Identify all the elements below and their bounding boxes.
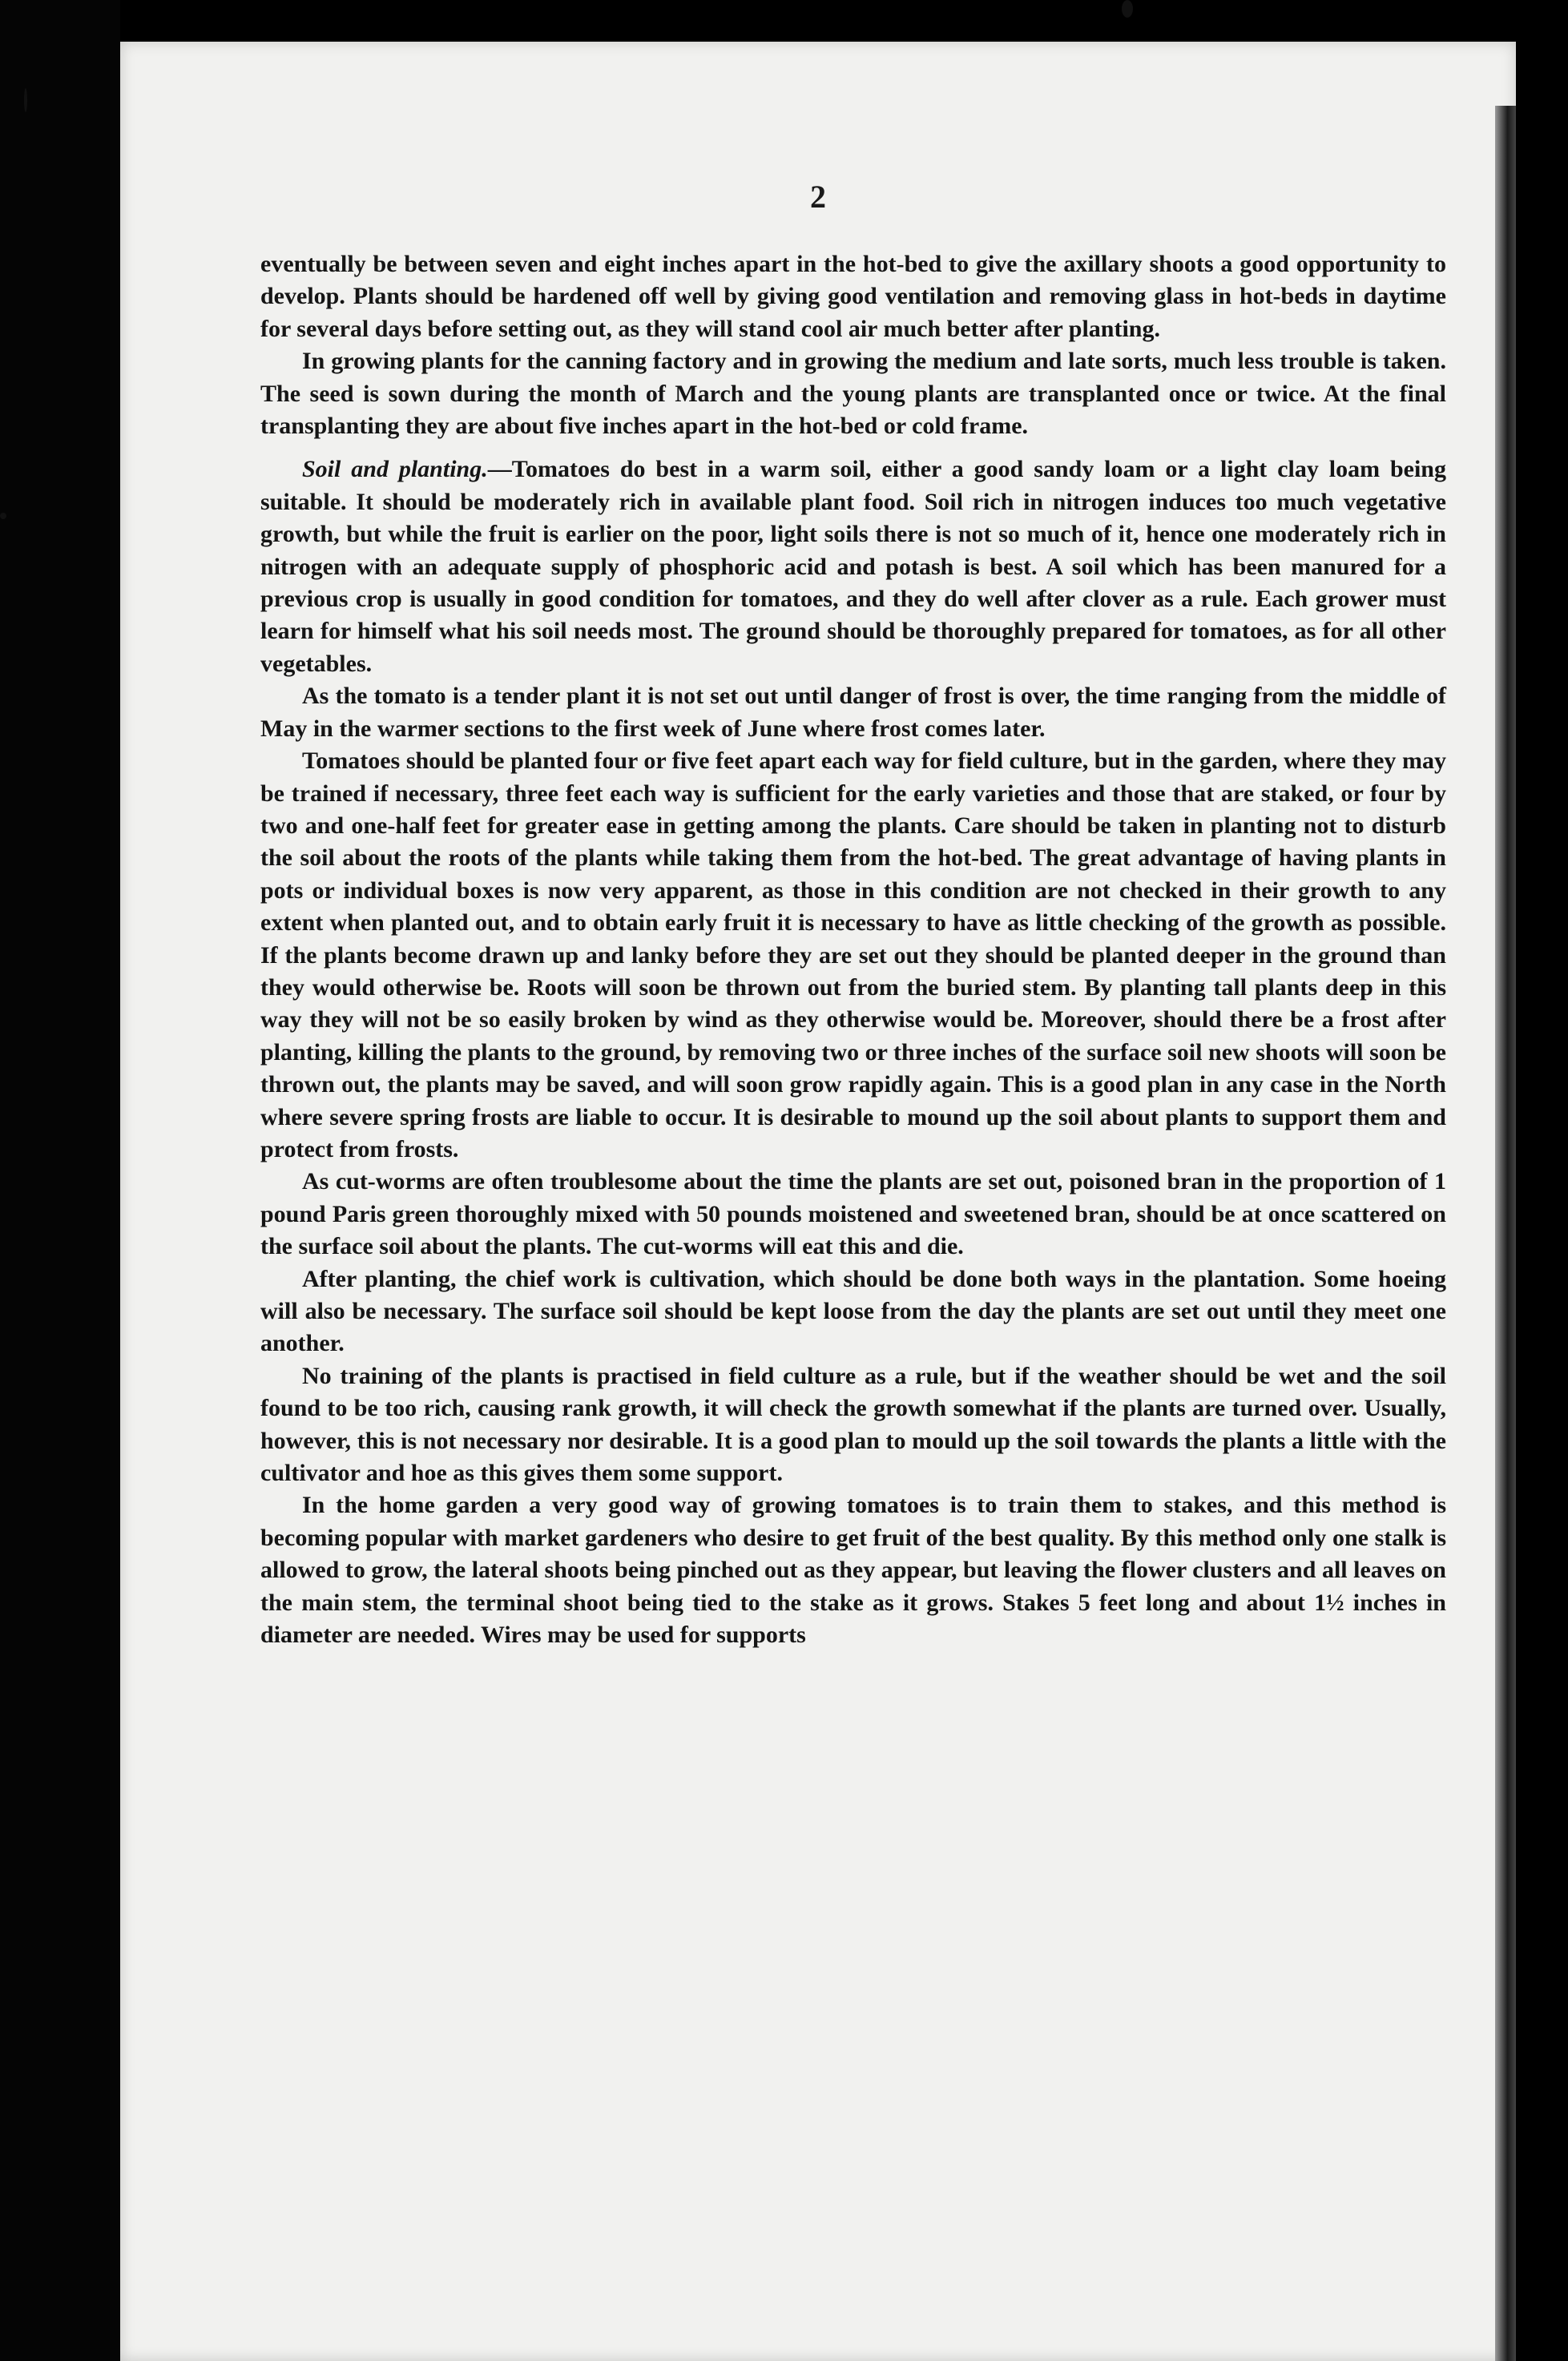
- section-heading: Soil and planting.: [302, 456, 488, 483]
- document-page: [120, 42, 1516, 2361]
- paragraph: In growing plants for the canning factory and in growing the medium and late sorts, much less trouble is taken. The seed is sown during the month of March and the young plants are transplanted once or twice. At the final transplanting they are about five inches apart in the hot-bed or cold frame.: [260, 348, 1446, 440]
- paragraph: eventually be between seven and eight inches apart in the hot-bed to give the axillary shoots a good opportunity to develop. Plants should be hardened off well by giving good ventilation and removing glass in hot-beds in daytime for several days before setting out, as they will stand cool air much better after planting.: [260, 251, 1446, 342]
- paragraph: In the home garden a very good way of growing tomatoes is to train them to stakes, and this method is becoming popular with market gardeners who desire to get fruit of the best quality. By this method only one stalk is allowed to grow, the lateral shoots being pinched out as they appear, but leaving the flower clusters and all leaves on the main stem, the terminal shoot being tied to the stake as it grows. Stakes 5 feet long and about 1½ inches in diameter are needed. Wires may be used for supports: [260, 1492, 1446, 1649]
- body-text: [260, 248, 1446, 1651]
- paragraph: No training of the plants is practised in field culture as a rule, but if the weather should be wet and the soil found to be too rich, causing rank growth, it will check the growth somewhat if the plants are turned over. Usually, however, this is not necessary nor desirable. It is a good plan to mould up the soil towards the plants a little with the cultivator and hoe as this gives them some support.: [260, 1362, 1446, 1487]
- paragraph: After planting, the chief work is cultivation, which should be done both ways in the plantation. Some hoeing will also be necessary. The surface soil should be kept loose from the day the plants are set out until they meet one another.: [260, 1265, 1446, 1357]
- paragraph: [260, 453, 1446, 680]
- paragraph: As the tomato is a tender plant it is not set out until danger of frost is over, the time ranging from the middle of May in the warmer sections to the first week of June where frost comes later.: [260, 683, 1446, 742]
- page-number: 2: [810, 179, 826, 215]
- scan-border-left: [0, 0, 120, 2361]
- paragraph: Tomatoes should be planted four or five feet apart each way for field culture, but in the garden, where they may be trained if necessary, three feet each way is sufficient for the early varieties and those that are staked, or four by two and one-half feet for greater ease in getting among the plants. Care should be taken in planting not to disturb the soil about the roots of the plants while taking them from the hot-bed. The great advantage of having plants in pots or individual boxes is now very apparent, as those in this condition are not checked in their growth to any extent when planted out, and to obtain early fruit it is necessary to have as little checking of the growth as possible. If the plants become drawn up and lanky before they are set out they should be planted deeper in the ground than they would otherwise be. Roots will soon be thrown out from the buried stem. By planting tall plants deep in this way they will not be so easily broken by wind as they otherwise would be. Moreover, should there be a frost after planting, killing the plants to the ground, by removing two or three inches of the surface soil new shoots will soon be thrown out, the plants may be saved, and will soon grow rapidly again. This is a good plan in any case in the North where severe spring frosts are liable to occur. It is desirable to mound up the soil about plants to support them and protect from frosts.: [260, 747, 1446, 1162]
- paragraph-text: —Tomatoes do best in a warm soil, either a good sandy loam or a light clay loam being suitable. It should be moderately rich in available plant food. Soil rich in nitrogen induces too much vegetative growth, but while the fruit is earlier on the poor, light soils there is not so much of it, hence one moderately rich in nitrogen with an adequate supply of phosphoric acid and potash is best. A soil which has been manured for a previous crop is usually in good condition for tomatoes, and they do well after clover as a rule. Each grower must learn for himself what his soil needs most. The ground should be thoroughly prepared for tomatoes, as for all other vegetables.: [260, 456, 1446, 677]
- page-binding-edge: [1495, 106, 1516, 2361]
- paragraph: As cut-worms are often troublesome about the time the plants are set out, poisoned bran in the proportion of 1 pound Paris green thoroughly mixed with 50 pounds moistened and sweetened bran, should be at once scattered on the surface soil about the plants. The cut-worms will eat this and die.: [260, 1168, 1446, 1260]
